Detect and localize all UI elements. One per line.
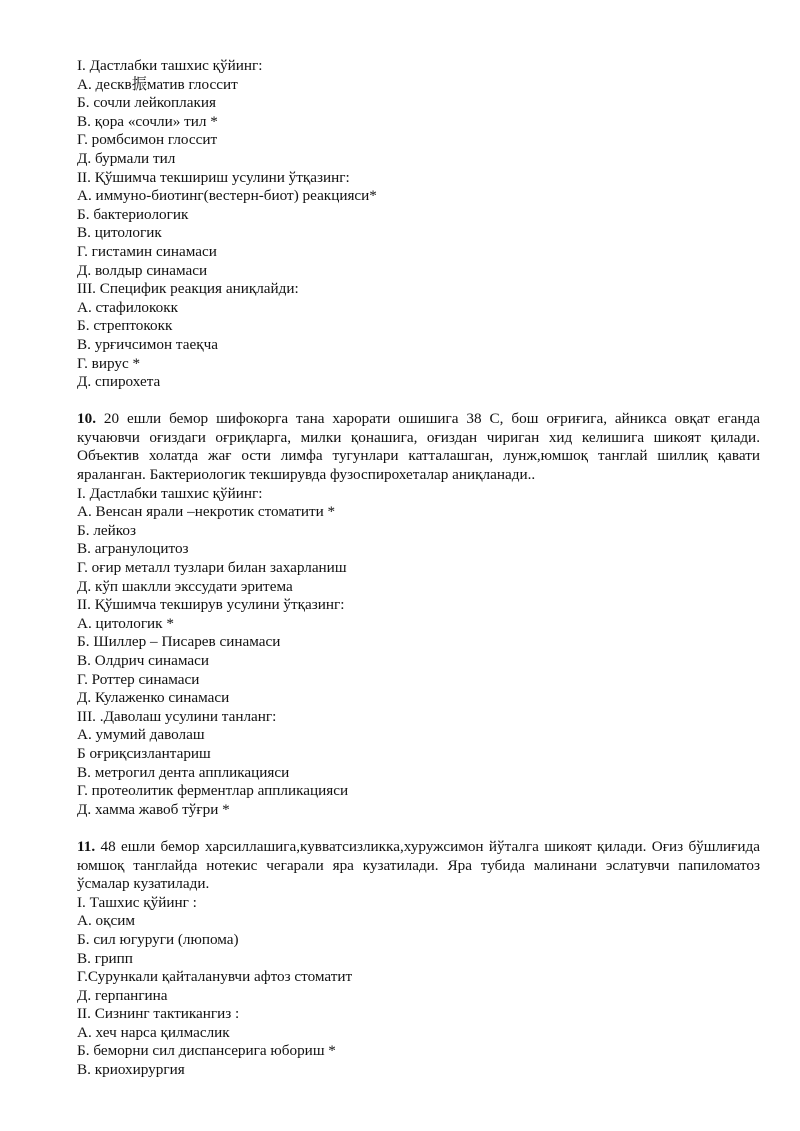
question-9-block bbox=[77, 57, 760, 392]
answer-option: Г.Сурункали қайталанувчи афтоз стоматит bbox=[77, 968, 353, 986]
answer-option: Б оғриқсизлантариш bbox=[77, 744, 211, 762]
answer-option: А. иммуно-биотинг(вестерн-биот) реакцияси* bbox=[77, 187, 377, 205]
answer-option: В. агранулоцитоз bbox=[77, 540, 189, 558]
question-body: 48 ешли бемор харсиллашига,кувватсизликка,хуружсимон йўталга шикоят қилади. Оғиз бўшлиғида юмшоқ танглайда нотекис чегарали яра кузатилади. Яра тубида малинани эслатувчи папиломатоз ўсмалар кузатилади. bbox=[77, 837, 760, 893]
answer-option: Б. стрептококк bbox=[77, 317, 173, 335]
answer-option: Д. кўп шаклли экссудати эритема bbox=[77, 577, 293, 595]
answer-option: В. метрогил дента аппликацияси bbox=[77, 763, 290, 781]
question-10-text bbox=[77, 410, 760, 484]
answer-option: В. қора «сочли» тил * bbox=[77, 112, 218, 130]
answer-option: А. Венсан ярали –некротик стоматити * bbox=[77, 503, 336, 521]
section-heading: III. .Даволаш усулини танланг: bbox=[77, 707, 277, 725]
answer-option: А. хеч нарса қилмаслик bbox=[77, 1023, 230, 1041]
answer-option: А. дескв振матив глоссит bbox=[77, 75, 238, 93]
question-11-text bbox=[77, 838, 760, 894]
section-heading: I. Ташхис қўйинг : bbox=[77, 893, 197, 911]
section-heading: I. Дастлабки ташхис қўйинг: bbox=[77, 484, 263, 502]
answer-option: А. умумий даволаш bbox=[77, 726, 205, 744]
answer-option: В. цитологик bbox=[77, 224, 162, 242]
answer-option: Б. лейкоз bbox=[77, 521, 136, 539]
question-10-block bbox=[77, 410, 760, 819]
answer-option: Б. бактериологик bbox=[77, 205, 189, 223]
answer-option: А. оқсим bbox=[77, 912, 136, 930]
answer-option: Б. сочли лейкоплакия bbox=[77, 94, 216, 112]
answer-option: Д. Кулаженко синамаси bbox=[77, 689, 230, 707]
answer-option: В. криохирургия bbox=[77, 1061, 185, 1079]
document-page bbox=[77, 57, 760, 1080]
spacer bbox=[77, 819, 760, 838]
question-number: 10. bbox=[77, 410, 96, 428]
answer-option: В. Олдрич синамаси bbox=[77, 652, 210, 669]
answer-option: Д. волдыр синамаси bbox=[77, 261, 208, 279]
answer-option: Д. спирохета bbox=[77, 373, 161, 391]
section-heading: II. Сизнинг тактикангиз : bbox=[77, 1005, 240, 1023]
section-heading: III. Специфик реакция аниқлайди: bbox=[77, 280, 299, 298]
answer-option: Б. Шиллер – Писарев синамаси bbox=[77, 633, 281, 651]
answer-option: Д. хамма жавоб тўғри * bbox=[77, 800, 230, 818]
spacer bbox=[77, 392, 760, 411]
answer-option: Г. вирус * bbox=[77, 354, 141, 372]
answer-option: Б. сил югуруги (люпома) bbox=[77, 930, 239, 948]
answer-option: А. цитологик * bbox=[77, 614, 174, 632]
answer-option: Д. герпангина bbox=[77, 986, 168, 1004]
answer-option: В. грипп bbox=[77, 949, 133, 967]
answer-option: Г. ромбсимон глоссит bbox=[77, 131, 218, 149]
question-number: 11. bbox=[77, 837, 96, 855]
answer-option: Г. оғир металл тузлари билан захарланиш bbox=[77, 559, 347, 577]
answer-option: Г. протеолитик ферментлар аппликацияси bbox=[77, 782, 349, 800]
answer-option: А. стафилококк bbox=[77, 298, 178, 316]
question-11-block bbox=[77, 838, 760, 1080]
answer-option: Д. бурмали тил bbox=[77, 149, 176, 167]
answer-option: Г. гистамин синамаси bbox=[77, 242, 217, 260]
section-heading: II. Қўшимча текшириш усулини ўтқазинг: bbox=[77, 168, 350, 186]
section-heading: I. Дастлабки ташхис қўйинг: bbox=[77, 57, 263, 74]
answer-option: Б. беморни сил диспансерига юбориш * bbox=[77, 1042, 336, 1060]
question-body: 20 ешли бемор шифокорга тана харорати ошишига 38 С, бош оғриғига, айникса овқат еганда кучаювчи оғиздаги оғриқларга, милки қонашига, оғиздан чириган хид келишига шикоят қилади. Объектив холатда жағ ости лимфа тугунлари катталашган, лунж,юмшоқ танглай шиллиқ қавати яраланган. Бактериологик текширувда фузоспирохеталар аниқланади.. bbox=[77, 410, 760, 484]
answer-option: В. урғичсимон таеқча bbox=[77, 335, 218, 353]
section-heading: II. Қўшимча текширув усулини ўтқазинг: bbox=[77, 596, 345, 614]
answer-option: Г. Роттер синамаси bbox=[77, 670, 200, 688]
